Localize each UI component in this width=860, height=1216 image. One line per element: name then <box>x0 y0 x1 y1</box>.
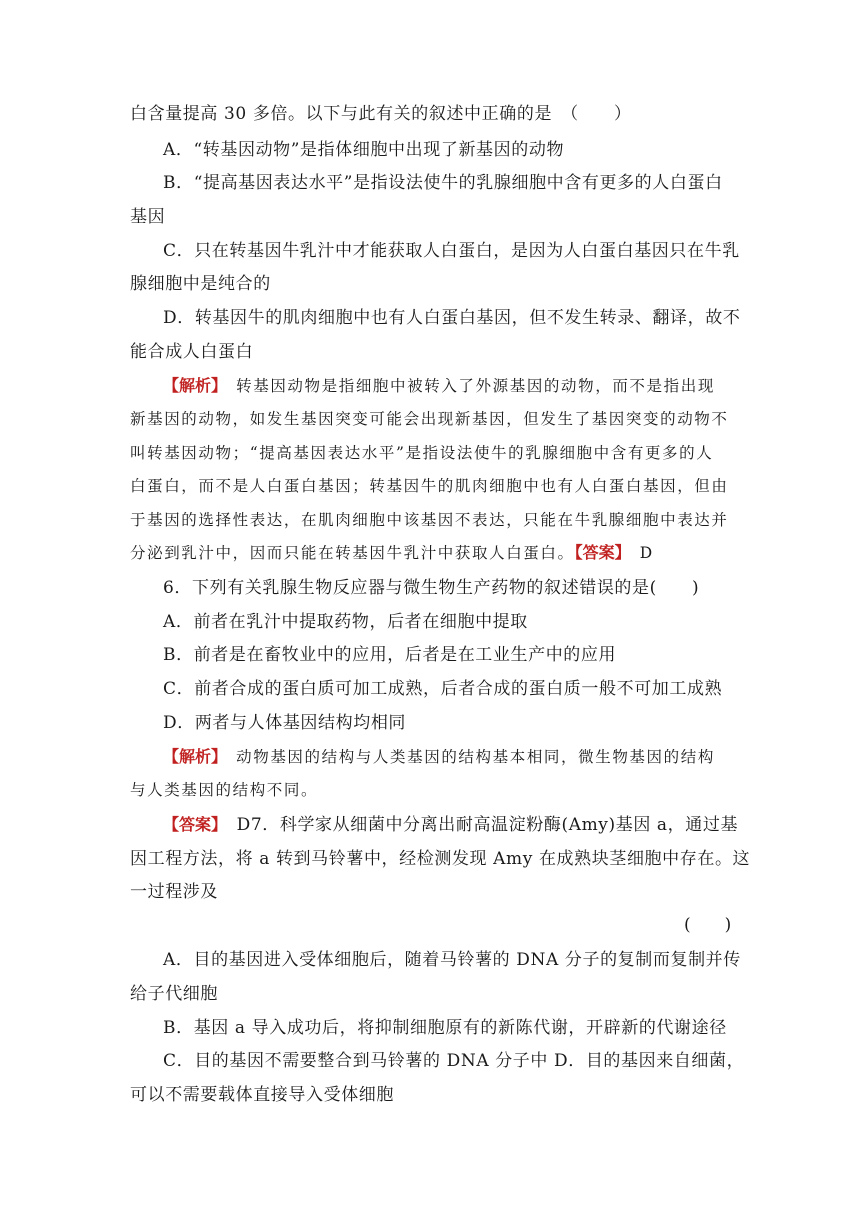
option-7a: A．目的基因进入受体细胞后，随着马铃薯的 DNA 分子的复制而复制并传 <box>163 950 741 970</box>
question-6-stem: 6．下列有关乳腺生物反应器与微生物生产药物的叙述错误的是( ) <box>163 578 700 598</box>
question-7-stem-cont-1: 因工程方法，将 a 转到马铃薯中，经检测发现 Amy 在成熟块茎细胞中存在。这 <box>130 849 751 869</box>
option-5d-cont: 能合成人白蛋白 <box>130 342 254 362</box>
question-5-stem-end: 白含量提高 30 多倍。以下与此有关的叙述中正确的是 （ ） <box>130 104 632 124</box>
answer-tag: 【答案】 <box>574 543 623 562</box>
answer-5: D <box>622 544 654 562</box>
option-7b: B．基因 a 导入成功后，将抑制细胞原有的新陈代谢，开辟新的代谢途径 <box>163 1018 727 1038</box>
explanation-tag: 【解析】 <box>163 376 220 395</box>
explanation-tag: 【解析】 <box>163 747 220 766</box>
option-7d-cont: 可以不需要载体直接导入受体细胞 <box>130 1085 394 1105</box>
option-6d: D．两者与人体基因结构均相同 <box>163 713 407 733</box>
question-7-stem-cont-2: 一过程涉及 <box>130 882 218 902</box>
explanation-6-line-1: 【解析】 动物基因的结构与人类基因的结构基本相同，微生物基因的结构 <box>163 747 715 766</box>
answer-blank-parens: ( ) <box>684 915 732 935</box>
option-5d: D．转基因牛的肌肉细胞中也有人白蛋白基因，但不发生转录、翻译，故不 <box>163 308 741 328</box>
answer-tag: 【答案】 <box>163 815 220 834</box>
option-5c-cont: 腺细胞中是纯合的 <box>130 274 271 294</box>
explanation-5-line-4: 白蛋白，而不是人白蛋白基因；转基因牛的肌肉细胞中也有人白蛋白基因，但由 <box>130 477 729 495</box>
option-5c: C．只在转基因牛乳汁中才能获取人白蛋白，是因为人白蛋白基因只在牛乳 <box>163 241 740 261</box>
option-6c: C．前者合成的蛋白质可加工成熟，后者合成的蛋白质一般不可加工成熟 <box>163 679 723 699</box>
option-7a-cont: 给子代细胞 <box>130 984 218 1004</box>
explanation-5-line-5: 于基因的选择性表达，在肌肉细胞中该基因不表达，只能在牛乳腺细胞中表达并 <box>130 511 729 529</box>
explanation-5-line-6: 分泌到乳汁中，因而只能在转基因牛乳汁中获取人白蛋白。【答案】 D <box>130 543 654 562</box>
explanation-5-line-1: 【解析】 转基因动物是指细胞中被转入了外源基因的动物，而不是指出现 <box>163 376 715 395</box>
option-6b: B．前者是在畜牧业中的应用，后者是在工业生产中的应用 <box>163 645 617 665</box>
option-5a: A．“转基因动物”是指体细胞中出现了新基因的动物 <box>163 140 565 160</box>
option-6a: A．前者在乳汁中提取药物，后者在细胞中提取 <box>163 612 528 632</box>
explanation-6-line-2: 与人类基因的结构不同。 <box>130 781 319 799</box>
explanation-5-line-2: 新基因的动物，如发生基因突变可能会出现新基因，但发生了基因突变的动物不 <box>130 410 729 428</box>
answer-6-and-question-7-stem: 【答案】 D7．科学家从细菌中分离出耐高温淀粉酶(Amy)基因 a，通过基 <box>163 815 739 835</box>
explanation-5-line-3: 叫转基因动物；“提高基因表达水平”是指设法使牛的乳腺细胞中含有更多的人 <box>130 444 714 462</box>
option-5b-cont: 基因 <box>130 207 166 227</box>
option-7c-7d: C．目的基因不需要整合到马铃薯的 DNA 分子中 D．目的基因来自细菌， <box>163 1051 745 1071</box>
option-5b: B．“提高基因表达水平”是指设法使牛的乳腺细胞中含有更多的人白蛋白 <box>163 173 723 193</box>
